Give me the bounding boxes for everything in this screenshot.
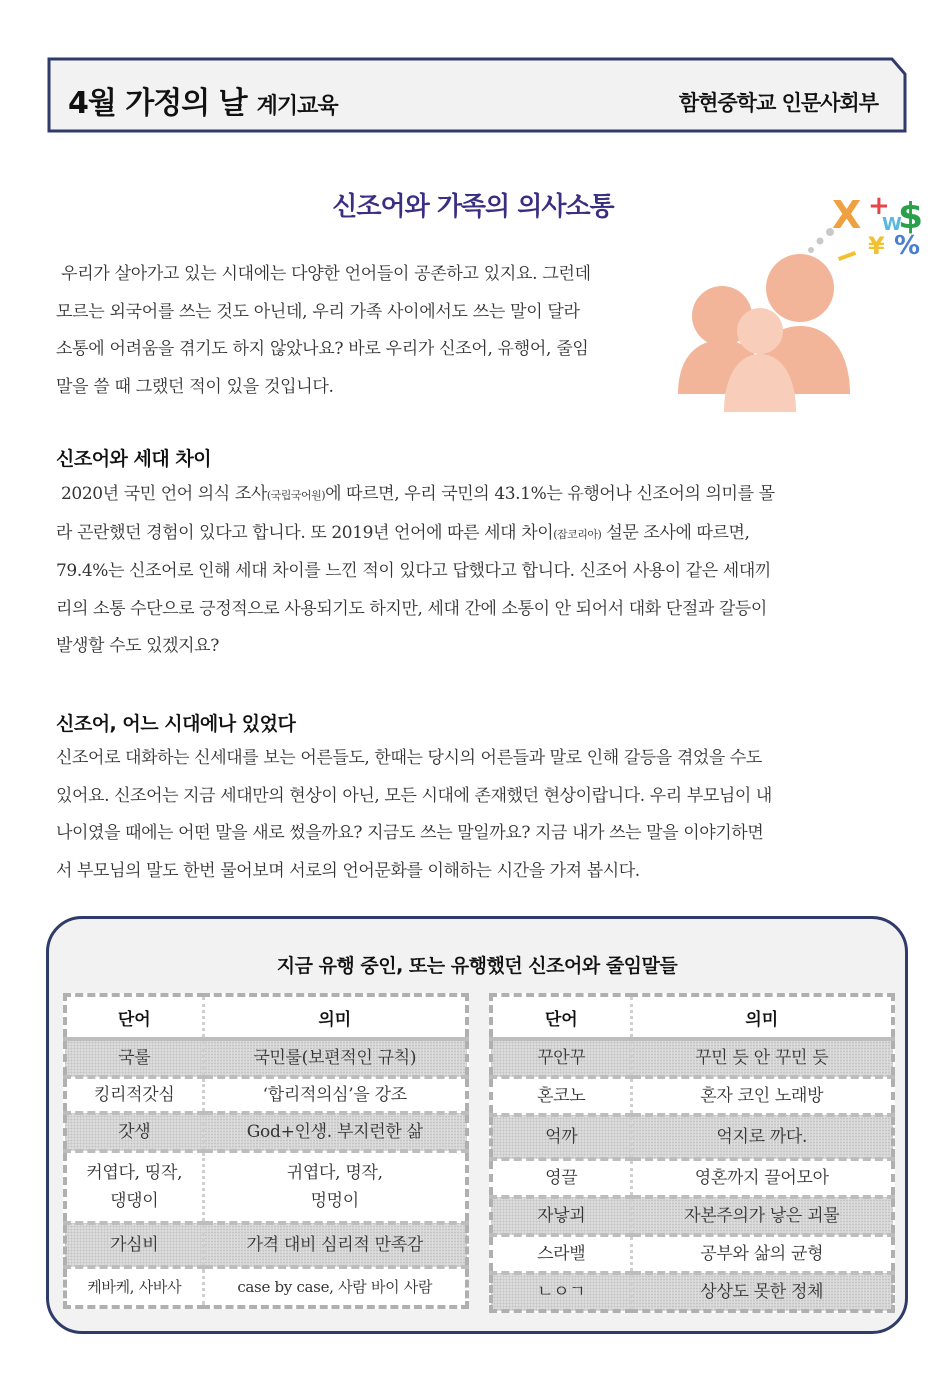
table-row bbox=[491, 1159, 893, 1197]
table-row bbox=[65, 1223, 467, 1267]
svg-text:%: % bbox=[894, 231, 921, 261]
svg-text:$: $ bbox=[898, 196, 924, 237]
table-row bbox=[65, 1113, 467, 1151]
column-header-word: 단어 bbox=[65, 995, 203, 1039]
body-line: 서 부모님의 말도 한번 물어보며 서로의 언어문화를 이해하는 시간을 가져 봅시다. bbox=[56, 860, 640, 881]
right-word-table bbox=[489, 993, 895, 1313]
word-cell: 갓생 bbox=[65, 1113, 203, 1151]
intro-line: 소통에 어려움을 겪기도 하지 않았나요? 바로 우리가 신조어, 유행어, 줄임 bbox=[56, 339, 589, 359]
svg-text:¥: ¥ bbox=[868, 232, 885, 260]
body-text: 라 곤란했던 경험이 있다고 합니다. 또 2019년 언어에 따른 세대 차이 bbox=[56, 522, 554, 543]
table-row bbox=[491, 1077, 893, 1115]
table-row bbox=[65, 1077, 467, 1113]
svg-text:W: W bbox=[882, 214, 902, 235]
intro-line: 모르는 외국어를 쓰는 것도 아닌데, 우리 가족 사이에서도 쓰는 말이 달라 bbox=[56, 301, 580, 322]
section-heading-generation-gap: 신조어와 세대 차이 bbox=[56, 448, 212, 470]
page-title: 신조어와 가족의 의사소통 bbox=[332, 192, 614, 222]
meaning-cell: 상상도 못한 정체 bbox=[631, 1273, 893, 1311]
header-school: 함현중학교 인문사회부 bbox=[678, 91, 878, 115]
body-line bbox=[56, 515, 892, 554]
body-line: 79.4%는 신조어로 인해 세대 차이를 느낀 적이 있다고 답했다고 합니다. 신조어 사용이 같은 세대끼 bbox=[56, 561, 771, 581]
table-header-row bbox=[65, 995, 467, 1039]
column-header-word: 단어 bbox=[491, 995, 631, 1039]
body-text: 설문 조사에 따르면, bbox=[601, 522, 750, 543]
meaning-cell: 공부와 삶의 균형 bbox=[631, 1235, 893, 1273]
section-generation-gap-text bbox=[56, 476, 892, 666]
body-line: 나이였을 때에는 어떤 말을 새로 썼을까요? 지금도 쓰는 말일까요? 지금 내가 쓰는 말을 이야기하면 bbox=[56, 823, 764, 843]
table-row bbox=[491, 1115, 893, 1159]
meaning-cell: God+인생. 부지런한 삶 bbox=[203, 1113, 467, 1151]
source-note: (국립국어원) bbox=[266, 489, 326, 502]
word-cell: 커엽다, 띵작, 댕댕이 bbox=[65, 1151, 203, 1223]
word-cell: 꾸안꾸 bbox=[491, 1039, 631, 1077]
meaning-cell: ‘합리적의심’을 강조 bbox=[203, 1077, 467, 1113]
word-cell: 억까 bbox=[491, 1115, 631, 1159]
meaning-cell: 꾸민 듯 안 꾸민 듯 bbox=[631, 1039, 893, 1077]
word-cell: 영끌 bbox=[491, 1159, 631, 1197]
header-title-text: 4월 가정의 날 bbox=[68, 86, 247, 121]
meaning-cell: 귀엽다, 명작, 멍멍이 bbox=[203, 1151, 467, 1223]
table-header-row bbox=[491, 995, 893, 1039]
table-row bbox=[65, 1267, 467, 1307]
word-cell: 혼코노 bbox=[491, 1077, 631, 1115]
meaning-cell: 자본주의가 낳은 괴물 bbox=[631, 1197, 893, 1235]
body-line: 리의 소통 수단으로 긍정적으로 사용되기도 하지만, 세대 간에 소통이 안 되어서 대화 단절과 갈등이 bbox=[56, 598, 767, 619]
header-banner bbox=[46, 56, 908, 134]
body-line: 발생할 수도 있겠지요? bbox=[56, 636, 219, 656]
meaning-cell: 국민룰(보편적인 규칙) bbox=[203, 1039, 467, 1077]
table-row bbox=[491, 1039, 893, 1077]
table-row bbox=[491, 1235, 893, 1273]
table-row bbox=[491, 1273, 893, 1311]
source-note: (잡코리아) bbox=[553, 527, 602, 541]
body-text: 에 따르면, 우리 국민의 43.1%는 유행어나 신조어의 의미를 몰 bbox=[325, 484, 775, 504]
word-cell: 가심비 bbox=[65, 1223, 203, 1267]
svg-text:+: + bbox=[868, 191, 890, 221]
family-people-icon bbox=[672, 188, 934, 418]
column-header-meaning: 의미 bbox=[631, 995, 893, 1039]
header-title bbox=[68, 78, 338, 122]
intro-paragraph bbox=[56, 256, 676, 406]
header-subtitle: 계기교육 bbox=[256, 94, 338, 119]
meaning-cell: 억지로 까다. bbox=[631, 1115, 893, 1159]
table-row bbox=[65, 1039, 467, 1077]
svg-text:X: X bbox=[832, 193, 862, 237]
column-header-meaning: 의미 bbox=[203, 995, 467, 1039]
section-heading-every-era: 신조어, 어느 시대에나 있었다 bbox=[56, 713, 296, 735]
left-word-table bbox=[63, 993, 469, 1309]
section-every-era-text bbox=[56, 740, 892, 890]
word-cell: ㄴㅇㄱ bbox=[491, 1273, 631, 1311]
word-list-box bbox=[46, 916, 908, 1334]
body-line: 있어요. 신조어는 지금 세대만의 현상이 아닌, 모든 시대에 존재했던 현상이랍니다. 우리 부모님이 내 bbox=[56, 785, 772, 806]
word-cell: 스라밸 bbox=[491, 1235, 631, 1273]
word-cell: 케바케, 사바사 bbox=[65, 1267, 203, 1307]
family-illustration bbox=[672, 188, 934, 418]
word-cell: 자낳괴 bbox=[491, 1197, 631, 1235]
meaning-cell: 가격 대비 심리적 만족감 bbox=[203, 1223, 467, 1267]
meaning-cell: 혼자 코인 노래방 bbox=[631, 1077, 893, 1115]
body-line: 신조어로 대화하는 신세대를 보는 어른들도, 한때는 당시의 어른들과 말로 인해 갈등을 겪었을 수도 bbox=[56, 748, 762, 768]
meaning-cell: 영혼까지 끌어모아 bbox=[631, 1159, 893, 1197]
table-row bbox=[65, 1151, 467, 1223]
word-cell: 킹리적갓심 bbox=[65, 1077, 203, 1113]
word-cell: 국룰 bbox=[65, 1039, 203, 1077]
table-row bbox=[491, 1197, 893, 1235]
body-text: 2020년 국민 언어 의식 조사 bbox=[56, 484, 267, 504]
meaning-cell: case by case, 사람 바이 사람 bbox=[237, 1278, 433, 1296]
word-box-title: 지금 유행 중인, 또는 유행했던 신조어와 줄임말들 bbox=[276, 955, 678, 977]
intro-line: 말을 쓸 때 그랬던 적이 있을 것입니다. bbox=[56, 376, 334, 397]
intro-line: 우리가 살아가고 있는 시대에는 다양한 언어들이 공존하고 있지요. 그런데 bbox=[56, 264, 591, 284]
body-line bbox=[56, 476, 892, 515]
